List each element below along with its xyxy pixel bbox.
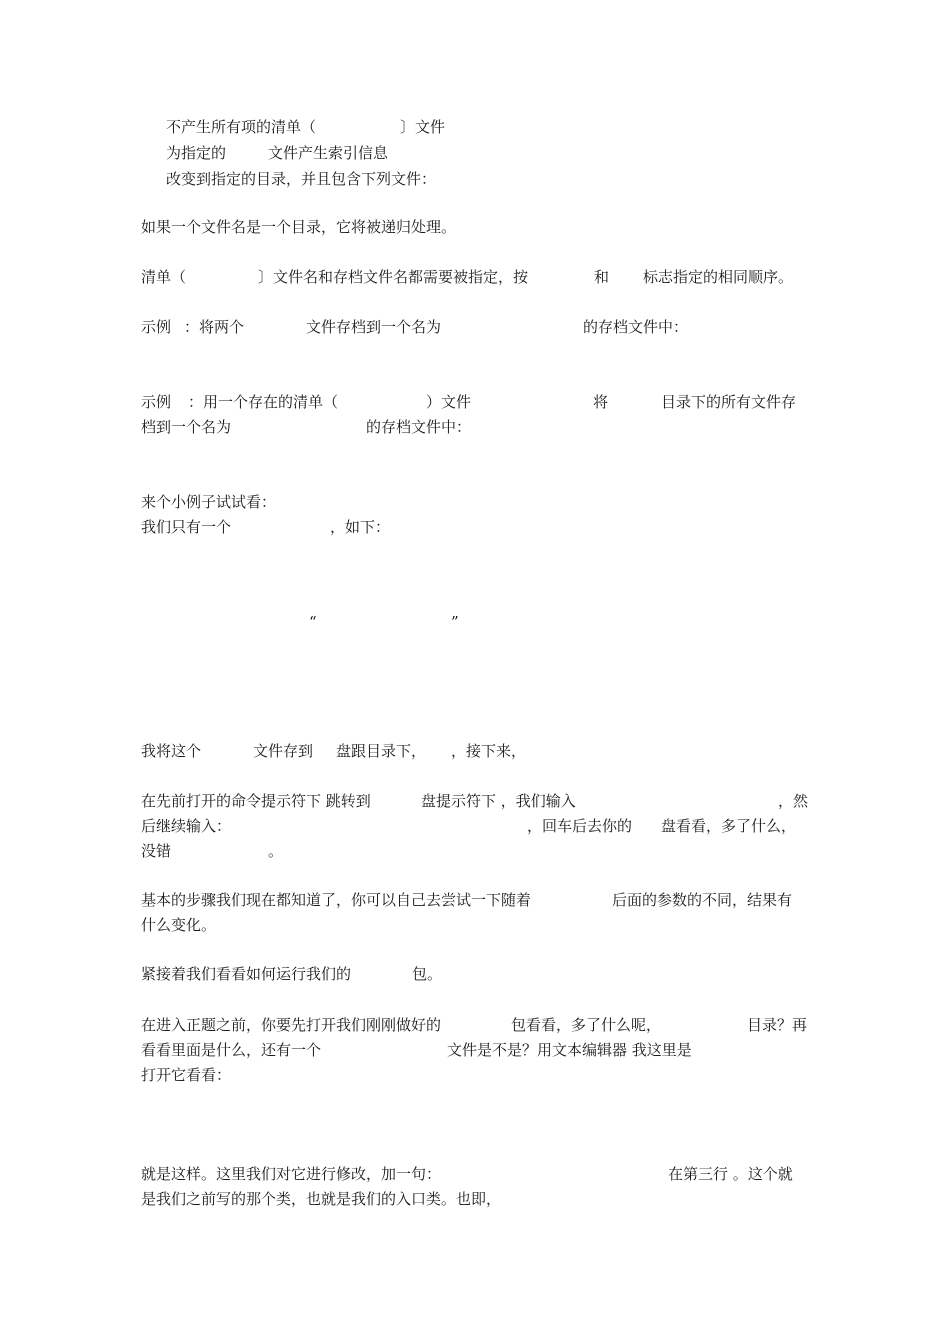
open-note-l3: 打开它看看： <box>141 1066 232 1084</box>
modify-note-l1a: 就是这样。这里我们对它进行修改，加一句： <box>141 1165 442 1183</box>
run-note-a: 紧接着我们看看如何运行我们的 <box>141 965 352 983</box>
try-example-line1: 来个小例子试试看： <box>141 493 277 511</box>
open-note-l1c: 目录？再 <box>747 1016 808 1034</box>
example1-a: 示例 <box>141 318 172 336</box>
example2-d: 将 <box>593 393 609 411</box>
cmd-note-l3b: 。 <box>268 842 284 860</box>
cmd-note-l2a: 后继续输入： <box>141 817 232 835</box>
save-note-c: 盘跟目录下， <box>336 742 427 760</box>
example2-c: ）文件 <box>426 393 472 411</box>
steps-note-l2: 什么变化。 <box>141 916 217 934</box>
modify-note-l1b: 在第三行 。这个就 <box>668 1165 793 1183</box>
cmd-note-l1c: ，然 <box>778 792 809 810</box>
save-note-b: 文件存到 <box>253 742 314 760</box>
recursive-note: 如果一个文件名是一个目录，它将被递归处理。 <box>141 218 457 236</box>
open-note-l2b: 文件是不是？用文本编辑器 我这里是 <box>447 1041 692 1059</box>
order-note-d: 标志指定的相同顺序。 <box>643 268 794 286</box>
example2-b: ：用一个存在的清单（ <box>188 393 339 411</box>
save-note-d: ，接下来， <box>451 742 527 760</box>
open-note-l1b: 包看看，多了什么呢， <box>511 1016 662 1034</box>
example1-d: 的存档文件中： <box>583 318 689 336</box>
open-note-l1a: 在进入正题之前，你要先打开我们刚刚做好的 <box>141 1016 442 1034</box>
steps-note-l1a: 基本的步骤我们现在都知道了，你可以自己去尝试一下随着 <box>141 891 532 909</box>
quote-close: ” <box>451 613 459 631</box>
example2-a: 示例 <box>141 393 172 411</box>
cmd-note-l1a: 在先前打开的命令提示符下 跳转到 <box>141 792 371 810</box>
example2-f: 档到一个名为 <box>141 418 232 436</box>
opt-line-2b: 文件产生索引信息 <box>268 144 389 162</box>
opt-line-2a: 为指定的 <box>166 144 227 162</box>
try-example-line2a: 我们只有一个 <box>141 518 232 536</box>
try-example-line2b: ，如下： <box>330 518 391 536</box>
order-note-a: 清单（ <box>141 268 187 286</box>
example2-e: 目录下的所有文件存 <box>661 393 797 411</box>
example1-c: 文件存档到一个名为 <box>306 318 442 336</box>
open-note-l2a: 看看里面是什么，还有一个 <box>141 1041 322 1059</box>
steps-note-l1b: 后面的参数的不同，结果有 <box>612 891 793 909</box>
modify-note-l2: 是我们之前写的那个类，也就是我们的入口类。也即， <box>141 1190 502 1208</box>
order-note-c: 和 <box>594 268 610 286</box>
example1-b: ：将两个 <box>184 318 245 336</box>
cmd-note-l3a: 没错 <box>141 842 172 860</box>
cmd-note-l1b: 盘提示符下 ，我们输入 <box>421 792 576 810</box>
cmd-note-l2b: ，回车后去你的 <box>527 817 633 835</box>
save-note-a: 我将这个 <box>141 742 202 760</box>
quote-open: “ <box>309 613 317 631</box>
cmd-note-l2c: 盘看看，多了什么， <box>661 817 797 835</box>
run-note-b: 包。 <box>412 965 443 983</box>
opt-line-3: 改变到指定的目录，并且包含下列文件： <box>166 170 437 188</box>
example2-g: 的存档文件中： <box>366 418 472 436</box>
order-note-b: 〕文件名和存档文件名都需要被指定，按 <box>258 268 529 286</box>
opt-line-1a: 不产生所有项的清单（ <box>166 118 317 136</box>
opt-line-1b: 〕文件 <box>400 118 446 136</box>
